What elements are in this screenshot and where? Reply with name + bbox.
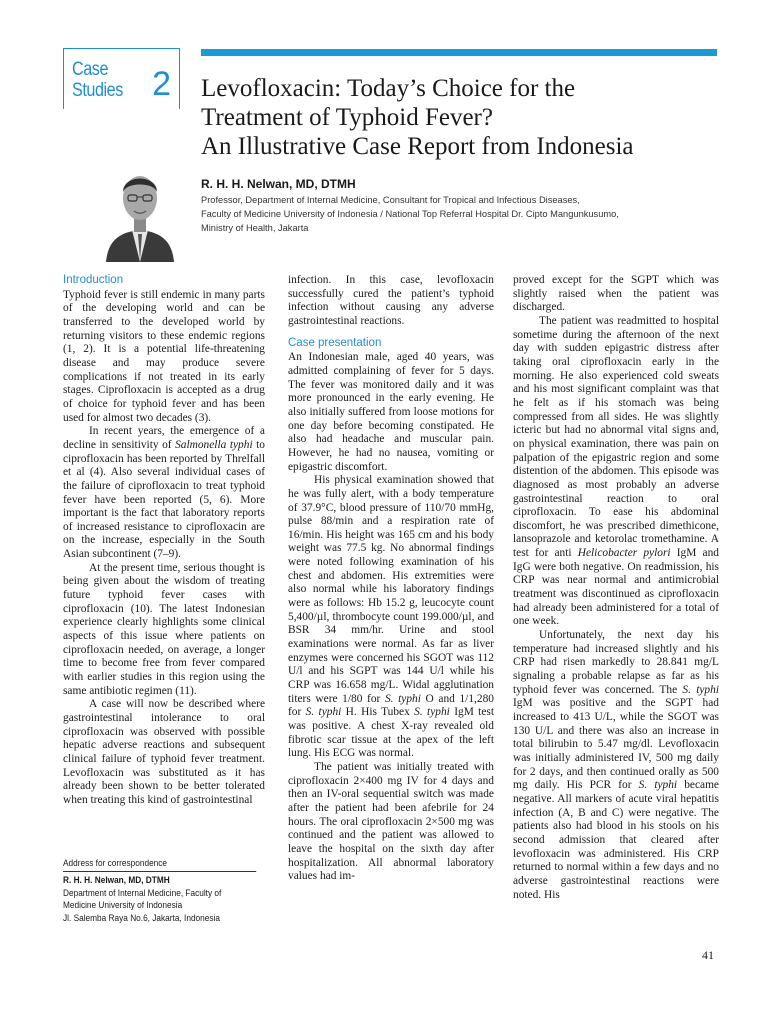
- article-title: [201, 74, 731, 161]
- badge-number: 2: [152, 65, 171, 103]
- correspondence-line: Department of Internal Medicine, Faculty of Medicine University of Indonesia: [63, 887, 222, 911]
- author-name: R. H. H. Nelwan, MD, DTMH: [201, 177, 356, 191]
- text-run: H. His Tubex: [341, 706, 415, 719]
- paragraph: [63, 425, 265, 562]
- paragraph: [513, 629, 719, 902]
- title-line-3: An Illustrative Case Report from Indonesia: [201, 133, 634, 160]
- page-number: 41: [702, 948, 714, 962]
- author-affiliation: [201, 193, 721, 235]
- text-run: The patient was readmitted to hospital sometime during the afternoon of the next day with sudden epigastric distress after taking oral ciprofloxacin early in the morning. He also experienced cold sweats and his most significant complaint was that he felt as if his stomach was being compressed from all sides. He was slightly icteric but had no abnormal vital signs and, on physical examination, there was pain on palpation of the epigastric region and some distention of the abdomen. This episode was diagnosed as most probably an adverse gastrointestinal reaction to oral ciprofloxacin. To ease his abdominal discomfort, he was prescribed dimethicone, lansoprazole and ketorolac tromethamine. A test for anti: [513, 314, 719, 560]
- header-accent-bar: [201, 49, 717, 56]
- italic-term: Helicobacter pylori: [577, 547, 671, 560]
- paragraph: infection. In this case, levofloxacin successfully cured the patient’s typhoid infection without causing any adverse gastrointestinal reactions.: [288, 274, 494, 327]
- case-studies-badge: [63, 48, 180, 109]
- italic-term: S. typhi: [414, 706, 450, 719]
- title-line-1: Levofloxacin: Today’s Choice for the: [201, 75, 576, 102]
- paragraph: Typhoid fever is still endemic in many parts of the developing world and can be transferred to the developed world by returning visitors to these endemic regions (1, 2). It is a potential life-threatening disease and may produce severe complications if not treated in its early stages. Ciprofloxacin is accepted as a drug of choice for typhoid fever and has been used for almost two decades (3).: [63, 288, 265, 424]
- affiliation-line-2: Faculty of Medicine University of Indonesia / National Top Referral Hospital Dr. Cipto Mangunkusumo,: [201, 209, 619, 219]
- affiliation-line-3: Ministry of Health, Jakarta: [201, 223, 309, 233]
- text-column-3: [513, 274, 719, 902]
- paragraph: [513, 315, 719, 629]
- italic-term: S. typhi: [384, 692, 421, 705]
- paragraph: The patient was initially treated with ciprofloxacin 2×400 mg IV for 4 days and then an IV-oral sequential switch was made after the patient had been afebrile for 24 hours. The oral ciprofloxacin 2×500 mg was continued and the patient was allowed to leave the hospital on the sixth day after hospitalization. All abnormal laboratory values had im-: [288, 760, 494, 883]
- italic-term: S. typhi: [638, 779, 678, 792]
- text-run: Unfortunately, the next day his temperature had increased slightly and his CRP had risen markedly to 28.841 mg/L signaling a probable relapse as far as his typhoid fever was concerned. The: [513, 629, 719, 696]
- badge-word-case: Case: [72, 59, 109, 80]
- text-run: to ciprofloxacin has been reported by Threlfall et al (4). Also several individual cases of the failure of ciprofloxacin to treat typhoid fever have been reported (5, 6). More important is the fact that laboratory reports of increased resistance to ciprofloxacin are on the increase, especially in the South Asian subcontinent (7–9).: [63, 438, 265, 561]
- text-column-1: [63, 274, 265, 808]
- correspondence-heading: Address for correspondence: [63, 857, 256, 872]
- italic-term: S. typhi: [682, 683, 719, 696]
- text-run: O and 1/1,280 for: [288, 692, 494, 719]
- correspondence-block: [63, 857, 256, 924]
- paragraph: proved except for the SGPT which was slightly raised when the patient was discharged.: [513, 274, 719, 314]
- paragraph: An Indonesian male, aged 40 years, was admitted complaining of fever for 5 days. The fever was monitored daily and it was more pronounced in the early evening. He also initially suffered from loose motions for one day before becoming constipated. He also had headache and muscular pain. However, he had no nausea, vomiting or epigastric discomfort.: [288, 351, 494, 473]
- italic-term: Salmonella typhi: [175, 438, 253, 451]
- section-heading-case-presentation: Case presentation: [288, 336, 382, 349]
- correspondence-line: Jl. Salemba Raya No.6, Jakarta, Indonesia: [63, 912, 220, 923]
- text-run: IgM test was positive. A chest X-ray revealed old fibrotic scar tissue at the apex of the left lung. His ECG was normal.: [288, 706, 494, 760]
- badge-word-studies: Studies: [72, 80, 123, 101]
- title-line-2: Treatment of Typhoid Fever?: [201, 104, 493, 131]
- paragraph: A case will now be described where gastrointestinal intolerance to oral ciprofloxacin was observed with possible hepatic adverse reactions and subsequent clinical failure of typhoid fever treatment. Levofloxacin was substituted as it has already been shown to be better tolerated when treating this kind of gastrointestinal: [63, 698, 265, 806]
- text-run: In recent years, the emergence of a decline in sensitivity of: [63, 425, 265, 451]
- paragraph: At the present time, serious thought is being given about the wisdom of treating future typhoid fever cases with ciprofloxacin (10). The latest Indonesian experience clearly highlights some clinical aspects of this issue where patients on ciprofloxacin needed, on average, a longer time to become free from fever compared with earlier studies in this region using the same antibiotic regimen (11).: [63, 561, 265, 697]
- correspondence-name: R. H. H. Nelwan, MD, DTMH: [63, 875, 170, 886]
- text-run: IgM was positive and the SGPT had increased to 413 U/L, while the SGOT was 130 U/L and there was also an increase in total bilirubin to 5.47 mg/dl. Levofloxacin was initially administered IV, 500 mg daily for 2 days, and then continued orally as 500 mg daily. His PCR for: [513, 697, 719, 792]
- text-run: became negative. All markers of acute viral hepatitis infection (A, B and C) were negative. The patients also had blood in his stools on his second admission that cleared after levofloxacin was administered. His CRP returned to normal within a few days and no adverse gastrointestinal reactions were noted. His: [513, 779, 719, 901]
- text-column-2: [288, 274, 494, 884]
- italic-term: S. typhi: [305, 706, 342, 719]
- text-run: IgM and IgG were both negative. On readmission, his CRP was near normal and antimicrobial treatment was discontinued as ciprofloxacin had already been administered for a total of one week.: [513, 547, 719, 628]
- section-heading-introduction: Introduction: [63, 274, 124, 286]
- author-photo: [104, 162, 176, 262]
- text-run: His physical examination showed that he was fully alert, with a body temperature of 37.9°C, blood pressure of 110/70 mmHg, pulse 88/min and a respiration rate of 16/min. His height was 165 cm and his body weight was 77.5 kg. No abnormal findings were noted following examination of his chest and abdomen. His extremities were also normal while his laboratory findings were as follows: Hb 15.2 g, leucocyte count 5,400/µl, thrombocyte count 199.000/µl, and BSR 34 mm/hr. Urine and stool examinations were normal. As far as liver enzymes were concerned his SGOT was 112 U/l and his SGPT was 144 U/l while his CRP was 16.658 mg/L. Widal agglutination titers were 1/80 for: [288, 474, 494, 705]
- paragraph: [288, 474, 494, 761]
- affiliation-line-1: Professor, Department of Internal Medicine, Consultant for Tropical and Infectious Diseases,: [201, 195, 580, 205]
